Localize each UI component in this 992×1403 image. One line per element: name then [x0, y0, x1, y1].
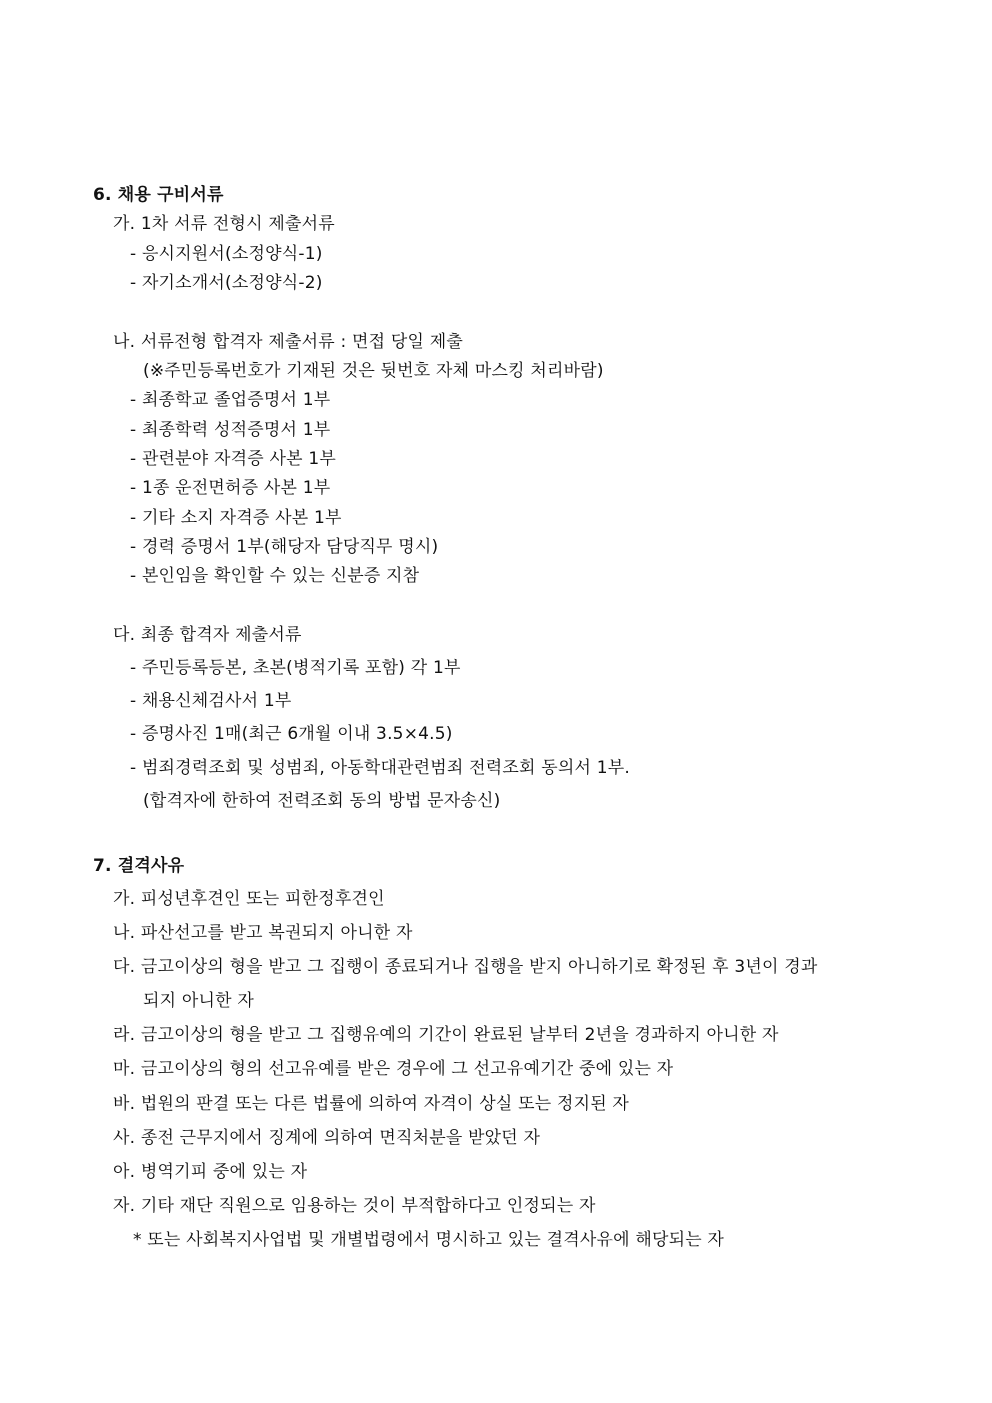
section-6-ga-heading: 가. 1차 서류 전형시 제출서류	[113, 214, 335, 234]
list-item: - 최종학교 졸업증명서 1부	[130, 390, 331, 410]
section-7-title: 7. 결격사유	[93, 856, 185, 876]
section-6-da-note: (합격자에 한하여 전력조회 동의 방법 문자송신)	[143, 791, 501, 811]
section-6-na-note: (※주민등록번호가 기재된 것은 뒷번호 자체 마스킹 처리바람)	[143, 361, 604, 381]
list-item: - 1종 운전면허증 사본 1부	[130, 478, 331, 498]
list-item: - 증명사진 1매(최근 6개월 이내 3.5×4.5)	[130, 724, 453, 744]
list-item: 아. 병역기피 중에 있는 자	[113, 1162, 308, 1182]
section-6-da-heading: 다. 최종 합격자 제출서류	[113, 625, 302, 645]
list-item: - 최종학력 성적증명서 1부	[130, 420, 331, 440]
section-6-na-heading: 나. 서류전형 합격자 제출서류 : 면접 당일 제출	[113, 332, 463, 352]
list-item: - 범죄경력조회 및 성범죄, 아동학대관련범죄 전력조회 동의서 1부.	[130, 758, 630, 778]
list-item: - 기타 소지 자격증 사본 1부	[130, 508, 342, 528]
section-6-title: 6. 채용 구비서류	[93, 185, 224, 205]
list-item: 자. 기타 재단 직원으로 임용하는 것이 부적합하다고 인정되는 자	[113, 1196, 596, 1216]
list-item: - 본인임을 확인할 수 있는 신분증 지참	[130, 566, 420, 586]
list-item-continuation: 되지 아니한 자	[143, 991, 254, 1011]
list-item: 가. 피성년후견인 또는 피한정후견인	[113, 889, 385, 909]
list-item: 사. 종전 근무지에서 징계에 의하여 면직처분을 받았던 자	[113, 1128, 541, 1148]
list-item: 바. 법원의 판결 또는 다른 법률에 의하여 자격이 상실 또는 정지된 자	[113, 1094, 630, 1114]
list-item: - 관련분야 자격증 사본 1부	[130, 449, 336, 469]
list-item: 나. 파산선고를 받고 복권되지 아니한 자	[113, 923, 413, 943]
list-item: - 채용신체검사서 1부	[130, 691, 292, 711]
list-item: 마. 금고이상의 형의 선고유예를 받은 경우에 그 선고유예기간 중에 있는 자	[113, 1059, 674, 1079]
list-item: - 자기소개서(소정양식-2)	[130, 273, 323, 293]
list-item: 라. 금고이상의 형을 받고 그 집행유예의 기간이 완료된 날부터 2년을 경과하지 아니한 자	[113, 1025, 779, 1045]
list-item: - 응시지원서(소정양식-1)	[130, 244, 323, 264]
list-item: 다. 금고이상의 형을 받고 그 집행이 종료되거나 집행을 받지 아니하기로 확정된 후 3년이 경과	[113, 957, 818, 977]
list-item: - 경력 증명서 1부(해당자 담당직무 명시)	[130, 537, 439, 557]
list-item: - 주민등록등본, 초본(병적기록 포함) 각 1부	[130, 658, 461, 678]
footnote: * 또는 사회복지사업법 및 개별법령에서 명시하고 있는 결격사유에 해당되는 자	[133, 1230, 725, 1250]
